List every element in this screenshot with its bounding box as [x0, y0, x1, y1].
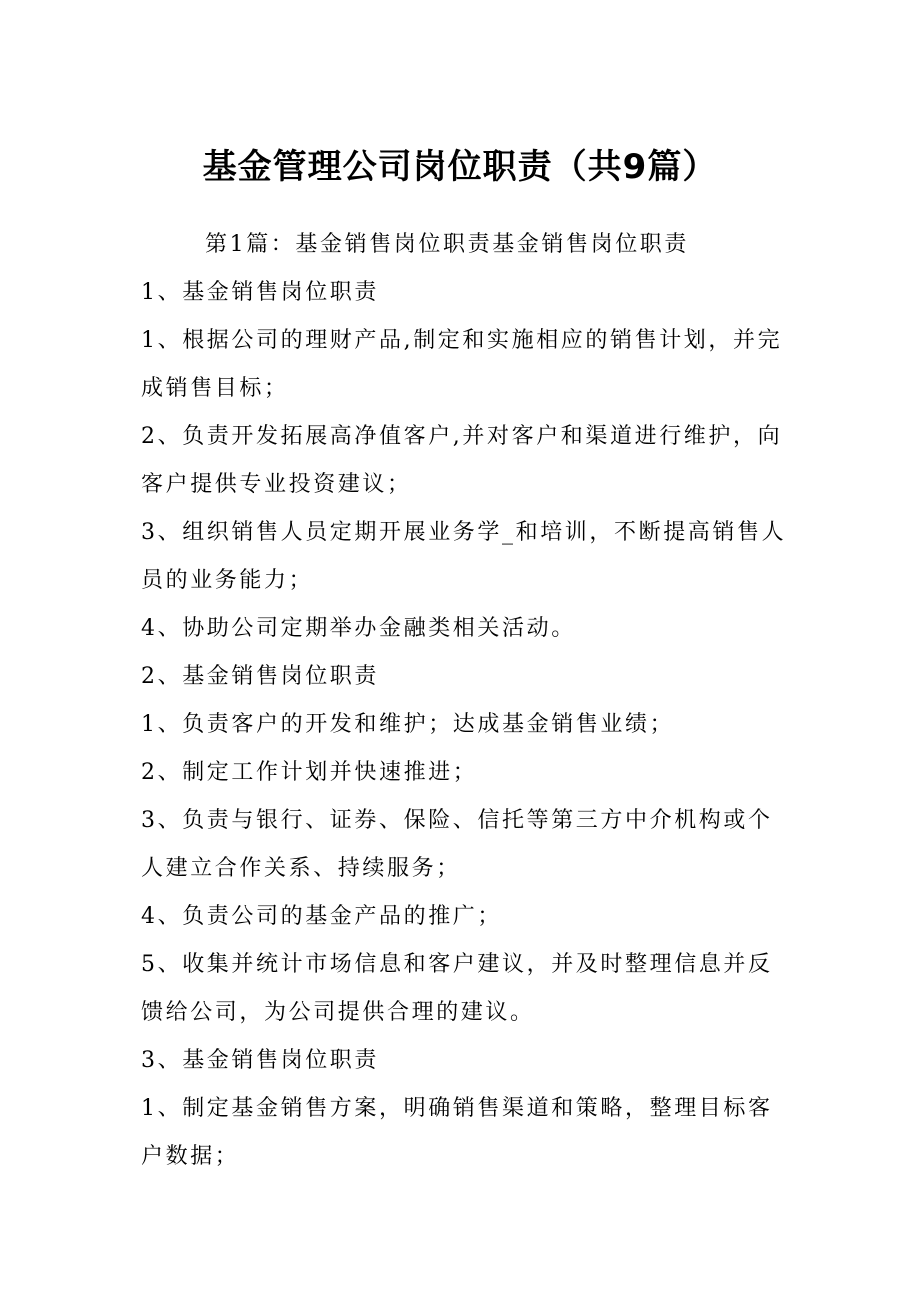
list-item: 2、制定工作计划并快速推进； [141, 760, 478, 785]
list-item: 1、制定基金销售方案，明确销售渠道和策略，整理目标客户数据； [141, 1096, 773, 1169]
document-body [141, 221, 791, 1181]
document-title: 基金管理公司岗位职责（共9篇） [202, 147, 718, 187]
section-heading: 3、基金销售岗位职责 [141, 1048, 379, 1073]
chapter-heading: 第1篇：基金销售岗位职责基金销售岗位职责 [205, 232, 689, 257]
list-item: 4、负责公司的基金产品的推广； [141, 904, 502, 929]
section-heading: 2、基金销售岗位职责 [141, 664, 379, 689]
list-item: 3、组织销售人员定期开展业务学_和培训，不断提高销售人员的业务能力； [141, 520, 787, 593]
list-item: 4、协助公司定期举办金融类相关活动。 [141, 616, 576, 641]
section-heading: 1、基金销售岗位职责 [141, 280, 379, 305]
list-item: 1、根据公司的理财产品,制定和实施相应的销售计划，并完成销售目标； [141, 328, 783, 401]
list-item: 3、负责与银行、证券、保险、信托等第三方中介机构或个人建立合作关系、持续服务； [141, 808, 773, 881]
list-item: 5、收集并统计市场信息和客户建议，并及时整理信息并反馈给公司，为公司提供合理的建议。 [141, 952, 773, 1025]
list-item: 1、负责客户的开发和维护；达成基金销售业绩； [141, 712, 675, 737]
list-item: 2、负责开发拓展高净值客户,并对客户和渠道进行维护，向客户提供专业投资建议； [141, 424, 783, 497]
